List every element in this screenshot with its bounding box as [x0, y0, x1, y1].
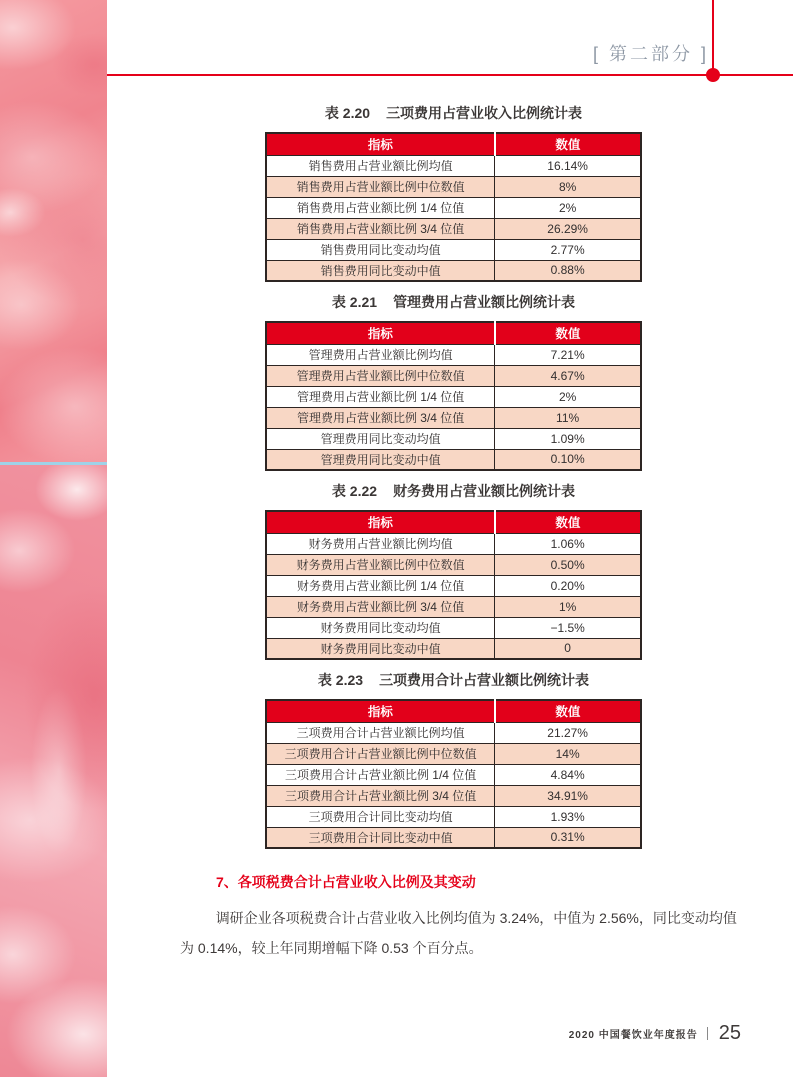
indicator-cell: 财务费用同比变动均值 [266, 617, 495, 638]
col-header-value: 数值 [495, 322, 641, 344]
tables-wrap [265, 103, 642, 859]
table-row [266, 197, 641, 218]
value-cell: 0.88% [495, 260, 641, 281]
indicator-cell: 财务费用占营业额比例 1/4 位值 [266, 575, 495, 596]
table-caption-number: 表 2.21 [331, 294, 378, 310]
table-row [266, 176, 641, 197]
table-row [266, 722, 641, 743]
table-row [266, 638, 641, 659]
indicator-cell: 管理费用占营业额比例均值 [266, 344, 495, 365]
indicator-cell: 销售费用占营业额比例中位数值 [266, 176, 495, 197]
value-cell: 2.77% [495, 239, 641, 260]
table-row [266, 533, 641, 554]
table-header-row [266, 511, 641, 533]
indicator-cell: 管理费用占营业额比例 3/4 位值 [266, 407, 495, 428]
indicator-cell: 财务费用占营业额比例均值 [266, 533, 495, 554]
table-caption-title: 管理费用占营业额比例统计表 [393, 294, 576, 310]
stat-table-block [265, 292, 642, 471]
decorative-image-strip [0, 0, 107, 1077]
table-caption [265, 292, 642, 312]
value-cell: 1.93% [495, 806, 641, 827]
indicator-cell: 管理费用占营业额比例中位数值 [266, 365, 495, 386]
value-cell: 1.09% [495, 428, 641, 449]
table-row [266, 218, 641, 239]
indicator-cell: 三项费用合计同比变动中值 [266, 827, 495, 848]
table-row [266, 617, 641, 638]
value-cell: 8% [495, 176, 641, 197]
value-cell: 4.84% [495, 764, 641, 785]
table-row [266, 365, 641, 386]
indicator-cell: 三项费用合计占营业额比例中位数值 [266, 743, 495, 764]
table-row [266, 428, 641, 449]
stat-table [265, 699, 642, 849]
col-header-value: 数值 [495, 511, 641, 533]
value-cell: 21.27% [495, 722, 641, 743]
value-cell: 26.29% [495, 218, 641, 239]
value-cell: 11% [495, 407, 641, 428]
value-cell: 14% [495, 743, 641, 764]
indicator-cell: 销售费用占营业额比例 3/4 位值 [266, 218, 495, 239]
footer-report-title: 2020 中国餐饮业年度报告 [568, 1030, 698, 1041]
value-cell: 34.91% [495, 785, 641, 806]
table-row [266, 764, 641, 785]
value-cell: 0.50% [495, 554, 641, 575]
section-7-paragraph: 调研企业各项税费合计占营业收入比例均值为 3.24%，中值为 2.56%，同比变动均值为 0.14%，较上年同期增幅下降 0.53 个百分点。 [180, 910, 737, 956]
table-caption-title: 三项费用占营业收入比例统计表 [386, 105, 583, 121]
table-header-row [266, 700, 641, 722]
indicator-cell: 财务费用占营业额比例 3/4 位值 [266, 596, 495, 617]
value-cell: 1.06% [495, 533, 641, 554]
table-row [266, 260, 641, 281]
strip-photo-top [0, 0, 107, 462]
stat-table [265, 321, 642, 471]
table-row [266, 806, 641, 827]
indicator-cell: 管理费用同比变动均值 [266, 428, 495, 449]
value-cell: 2% [495, 386, 641, 407]
table-row [266, 449, 641, 470]
table-row [266, 239, 641, 260]
indicator-cell: 管理费用占营业额比例 1/4 位值 [266, 386, 495, 407]
table-row [266, 386, 641, 407]
value-cell: 4.67% [495, 365, 641, 386]
stat-table-block [265, 670, 642, 849]
col-header-indicator: 指标 [266, 133, 495, 155]
table-row [266, 596, 641, 617]
header-dot [706, 68, 720, 82]
indicator-cell: 销售费用同比变动中值 [266, 260, 495, 281]
table-row [266, 827, 641, 848]
col-header-indicator: 指标 [266, 511, 495, 533]
stat-table-block [265, 481, 642, 660]
table-caption-title: 财务费用占营业额比例统计表 [393, 483, 576, 499]
value-cell: 0.20% [495, 575, 641, 596]
indicator-cell: 财务费用占营业额比例中位数值 [266, 554, 495, 575]
footer-page-number: 25 [718, 1022, 741, 1044]
table-caption [265, 481, 642, 501]
table-caption [265, 670, 642, 690]
indicator-cell: 管理费用同比变动中值 [266, 449, 495, 470]
indicator-cell: 三项费用合计占营业额比例 1/4 位值 [266, 764, 495, 785]
table-row [266, 575, 641, 596]
table-row [266, 407, 641, 428]
section-label: [ 第二部分 ] [592, 44, 709, 64]
col-header-value: 数值 [495, 700, 641, 722]
header-vertical-rule [712, 0, 714, 75]
table-header-row [266, 133, 641, 155]
table-row [266, 785, 641, 806]
header-horizontal-rule [107, 74, 793, 76]
stat-table [265, 510, 642, 660]
stat-table-block [265, 103, 642, 282]
table-caption-number: 表 2.20 [324, 105, 371, 121]
value-cell: 2% [495, 197, 641, 218]
indicator-cell: 销售费用同比变动均值 [266, 239, 495, 260]
value-cell: 16.14% [495, 155, 641, 176]
indicator-cell: 财务费用同比变动中值 [266, 638, 495, 659]
value-cell: 0 [495, 638, 641, 659]
indicator-cell: 销售费用占营业额比例均值 [266, 155, 495, 176]
col-header-indicator: 指标 [266, 322, 495, 344]
value-cell: 1% [495, 596, 641, 617]
table-row [266, 743, 641, 764]
table-row [266, 155, 641, 176]
table-caption [265, 103, 642, 123]
indicator-cell: 销售费用占营业额比例 1/4 位值 [266, 197, 495, 218]
table-caption-number: 表 2.22 [331, 483, 378, 499]
table-caption-title: 三项费用合计占营业额比例统计表 [379, 672, 590, 688]
value-cell: 0.31% [495, 827, 641, 848]
table-row [266, 554, 641, 575]
page-footer [569, 1022, 741, 1045]
col-header-value: 数值 [495, 133, 641, 155]
indicator-cell: 三项费用合计占营业额比例均值 [266, 722, 495, 743]
section-7-heading: 7、各项税费合计占营业收入比例及其变动 [216, 874, 476, 890]
value-cell: −1.5% [495, 617, 641, 638]
table-caption-number: 表 2.23 [317, 672, 364, 688]
table-header-row [266, 322, 641, 344]
section-7 [180, 872, 738, 963]
col-header-indicator: 指标 [266, 700, 495, 722]
value-cell: 0.10% [495, 449, 641, 470]
table-row [266, 344, 641, 365]
stat-table [265, 132, 642, 282]
footer-separator [707, 1027, 708, 1040]
indicator-cell: 三项费用合计同比变动均值 [266, 806, 495, 827]
strip-photo-bottom [0, 465, 107, 1077]
value-cell: 7.21% [495, 344, 641, 365]
indicator-cell: 三项费用合计占营业额比例 3/4 位值 [266, 785, 495, 806]
